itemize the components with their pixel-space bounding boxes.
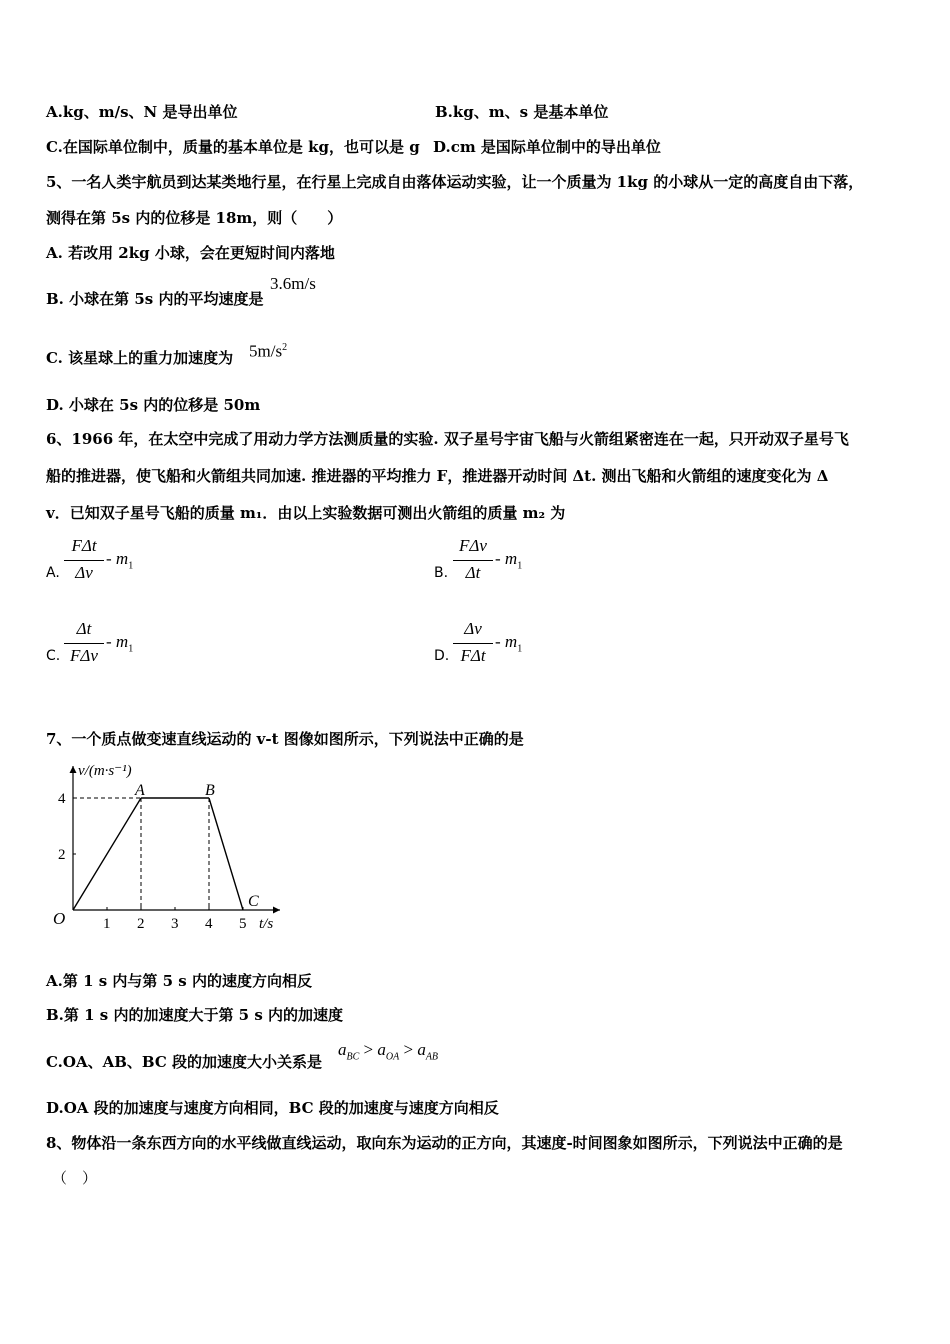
q6-a-denominator: Δv xyxy=(75,563,93,582)
q6-b-numerator: FΔv xyxy=(459,536,487,555)
q6-b-denominator: Δt xyxy=(465,563,481,582)
q6-d-denominator: FΔt xyxy=(460,646,486,665)
y-tick-label: 4 xyxy=(58,791,66,807)
mass-symbol: m xyxy=(115,632,129,651)
q5-option-a: A. 若改用 2kg 小球，会在更短时间内落地 xyxy=(46,244,335,262)
x-tick-label: 5 xyxy=(239,916,247,932)
mass-subscript: 1 xyxy=(517,643,523,655)
q6-option-d-label: D. xyxy=(434,648,450,664)
q6-option-c-label: C. xyxy=(46,648,61,664)
y-tick-label: 2 xyxy=(58,847,66,863)
q7-option-a: A.第 1 s 内与第 5 s 内的速度方向相反 xyxy=(46,972,312,990)
mass-subscript: 1 xyxy=(517,560,523,572)
fraction-bar xyxy=(453,643,493,644)
q5-stem-line2: 测得在第 5s 内的位移是 18m，则（ ） xyxy=(46,209,343,227)
minus-sign: - xyxy=(495,632,505,651)
point-label-c: C xyxy=(248,893,259,910)
series-segment xyxy=(73,798,141,910)
q4-option-c: C.在国际单位制中，质量的基本单位是 kg，也可以是 g xyxy=(46,138,420,156)
x-tick-label: 2 xyxy=(137,916,145,932)
q6-option-b-label: B. xyxy=(434,565,449,581)
q5-option-b: B. 小球在第 5s 内的平均速度是 xyxy=(46,290,264,308)
minus-sign: - xyxy=(106,549,116,568)
q6-d-numerator: Δv xyxy=(464,619,482,638)
q6-c-numerator: Δt xyxy=(76,619,92,638)
x-tick-label: 3 xyxy=(171,916,179,932)
x-axis-label: t/s xyxy=(259,916,274,932)
vt-graph xyxy=(40,758,300,938)
q6-stem-line3: v．已知双子星号飞船的质量 m₁．由以上实验数据可测出火箭组的质量 m₂ 为 xyxy=(46,504,566,522)
minus-sign: - xyxy=(106,632,116,651)
q7-option-d: D.OA 段的加速度与速度方向相同，BC 段的加速度与速度方向相反 xyxy=(46,1099,499,1117)
q6-option-b-formula xyxy=(453,536,573,586)
y-axis-label: v/(m·s⁻¹) xyxy=(78,763,132,779)
q6-a-numerator: FΔt xyxy=(71,536,97,555)
mass-symbol: m xyxy=(504,632,518,651)
mass-subscript: 1 xyxy=(128,560,134,572)
mass-subscript: 1 xyxy=(128,643,134,655)
q4-option-b: B.kg、m、s 是基本单位 xyxy=(435,103,609,121)
q5-stem-line1: 5、一名人类宇航员到达某类地行星，在行星上完成自由落体运动实验，让一个质量为 1kg 的小球从一定的高度自由下落， xyxy=(46,173,864,191)
minus-sign: - xyxy=(495,549,505,568)
fraction-bar xyxy=(453,560,493,561)
q5-option-c-number: 5m/s xyxy=(249,341,283,361)
q6-option-a-formula xyxy=(64,536,184,586)
q5-option-d: D. 小球在 5s 内的位移是 50m xyxy=(46,396,261,414)
fraction-bar xyxy=(64,643,104,644)
q5-option-b-value: 3.6m/s xyxy=(270,274,316,293)
mass-symbol: m xyxy=(504,549,518,568)
x-tick-label: 1 xyxy=(103,916,111,932)
q5-option-c-exponent: 2 xyxy=(282,342,288,353)
q6-stem-line2: 船的推进器，使飞船和火箭组共同加速. 推进器的平均推力 F，推进器开动时间 Δt. 测出飞船和火箭组的速度变化为 Δ xyxy=(46,467,829,485)
q6-option-d-formula xyxy=(453,619,573,669)
q7-option-b: B.第 1 s 内的加速度大于第 5 s 内的加速度 xyxy=(46,1006,343,1024)
q7-option-c: C.OA、AB、BC 段的加速度大小关系是 xyxy=(46,1053,323,1071)
q7-option-c-math: $a_{BC} > a_{OA} > a_{AB}$ xyxy=(338,1040,439,1063)
q4-option-a: A.kg、m/s、N 是导出单位 xyxy=(46,103,238,121)
q8-stem-line1: 8、物体沿一条东西方向的水平线做直线运动，取向东为运动的正方向，其速度-时间图象如图所示，下列说法中正确的是 xyxy=(46,1134,843,1152)
point-label-a: A xyxy=(135,782,145,799)
mass-symbol: m xyxy=(115,549,129,568)
q6-option-a-label: A. xyxy=(46,565,60,581)
q6-option-c-formula xyxy=(64,619,184,669)
origin-label: O xyxy=(53,909,66,928)
q5-option-c-value xyxy=(249,338,287,362)
x-tick-label: 4 xyxy=(205,916,213,932)
q5-option-c: C. 该星球上的重力加速度为 xyxy=(46,349,234,367)
fraction-bar xyxy=(64,560,104,561)
q7-stem: 7、一个质点做变速直线运动的 v-t 图像如图所示，下列说法中正确的是 xyxy=(46,730,524,748)
q6-stem-line1: 6、1966 年，在太空中完成了用动力学方法测质量的实验. 双子星号宇宙飞船与火箭组紧密连在一起，只开动双子星号飞 xyxy=(46,430,849,448)
q8-stem-line2: （ ） xyxy=(52,1169,98,1187)
point-label-b: B xyxy=(205,782,215,799)
q4-option-d: D.cm 是国际单位制中的导出单位 xyxy=(433,138,661,156)
series-segment xyxy=(209,798,243,910)
q6-c-denominator: FΔv xyxy=(70,646,98,665)
